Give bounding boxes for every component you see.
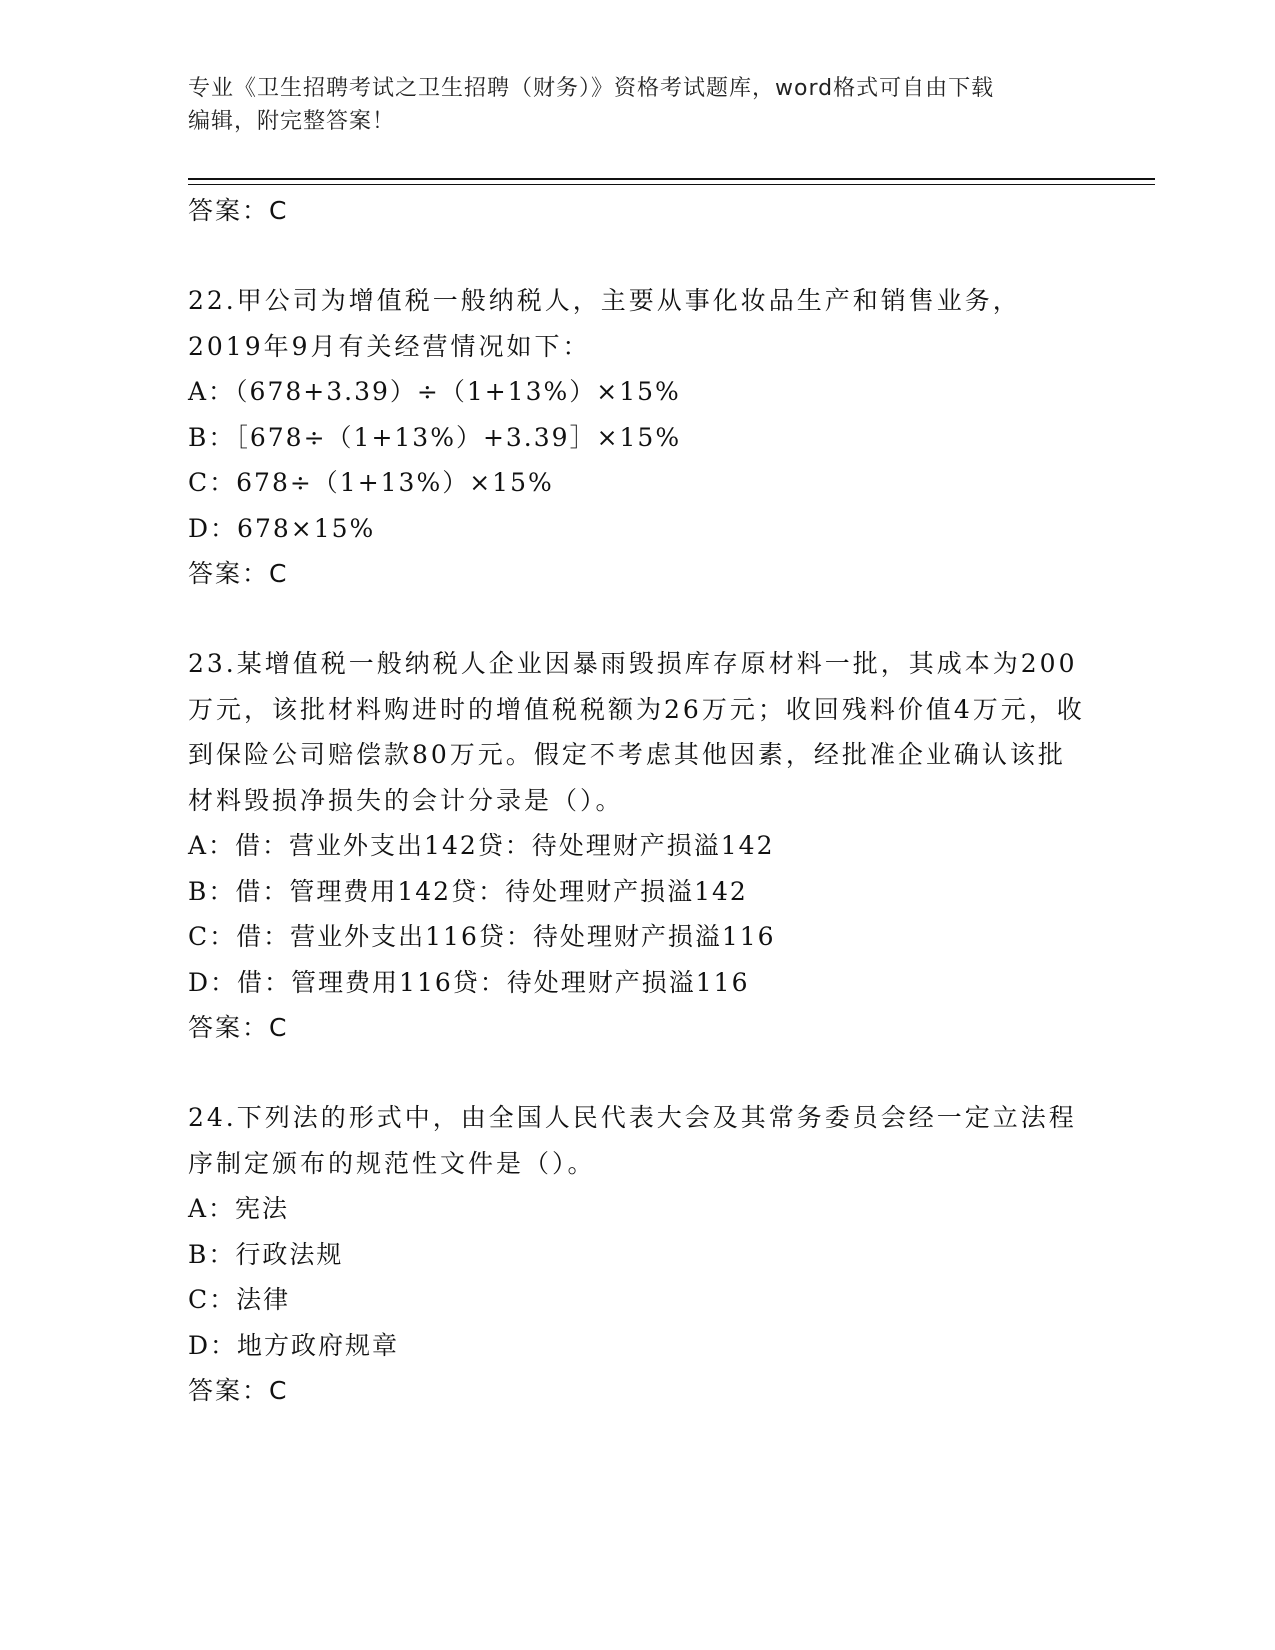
option-d: D：678×15% xyxy=(188,513,376,543)
question-stem: 23.某增值税一般纳税人企业因暴雨毁损库存原材料一批，其成本为200万元，该批材料购进时的增值税税额为26万元；收回残料价值4万元，收到保险公司赔偿款80万元。假定不考虑其他因素，经批准企业确认该批材料毁损净损失的会计分录是（）。 xyxy=(188,649,1085,815)
option-b: B：借：管理费用142贷：待处理财产损溢142 xyxy=(188,876,748,906)
option-c: C：借：营业外支出116贷：待处理财产损溢116 xyxy=(188,922,776,951)
option-b: B：行政法规 xyxy=(188,1239,344,1269)
option-d: D：借：管理费用116贷：待处理财产损溢116 xyxy=(188,967,750,997)
question-24 xyxy=(188,1095,1088,1413)
header-divider-thin xyxy=(188,184,1155,185)
answer-line: 答案：C xyxy=(188,1013,289,1042)
option-a: A：宪法 xyxy=(188,1194,290,1223)
question-list xyxy=(188,188,1088,1413)
question-22 xyxy=(188,278,1088,596)
option-b: B：［678÷（1+13%）+3.39］×15% xyxy=(188,422,682,452)
question-stem: 22.甲公司为增值税一般纳税人，主要从事化妆品生产和销售业务，2019年9月有关经营情况如下： xyxy=(188,286,1021,361)
option-c: C：法律 xyxy=(188,1285,291,1314)
answer-line: 答案：C xyxy=(188,1376,289,1405)
answer-line: 答案：C xyxy=(188,559,289,588)
question-23 xyxy=(188,641,1088,1050)
answer-line: 答案：C xyxy=(188,196,289,225)
question-stem: 24.下列法的形式中，由全国人民代表大会及其常务委员会经一定立法程序制定颁布的规范性文件是（）。 xyxy=(188,1103,1077,1178)
option-a: A：（678+3.39）÷（1+13%）×15% xyxy=(188,377,681,406)
header-divider-thick xyxy=(188,178,1155,180)
page-header: 专业《卫生招聘考试之卫生招聘（财务）》资格考试题库，word格式可自由下载 编辑，附完整答案！ xyxy=(188,76,995,134)
option-c: C：678÷（1+13%）×15% xyxy=(188,468,554,497)
option-a: A：借：营业外支出142贷：待处理财产损溢142 xyxy=(188,831,775,860)
option-d: D：地方政府规章 xyxy=(188,1330,400,1360)
